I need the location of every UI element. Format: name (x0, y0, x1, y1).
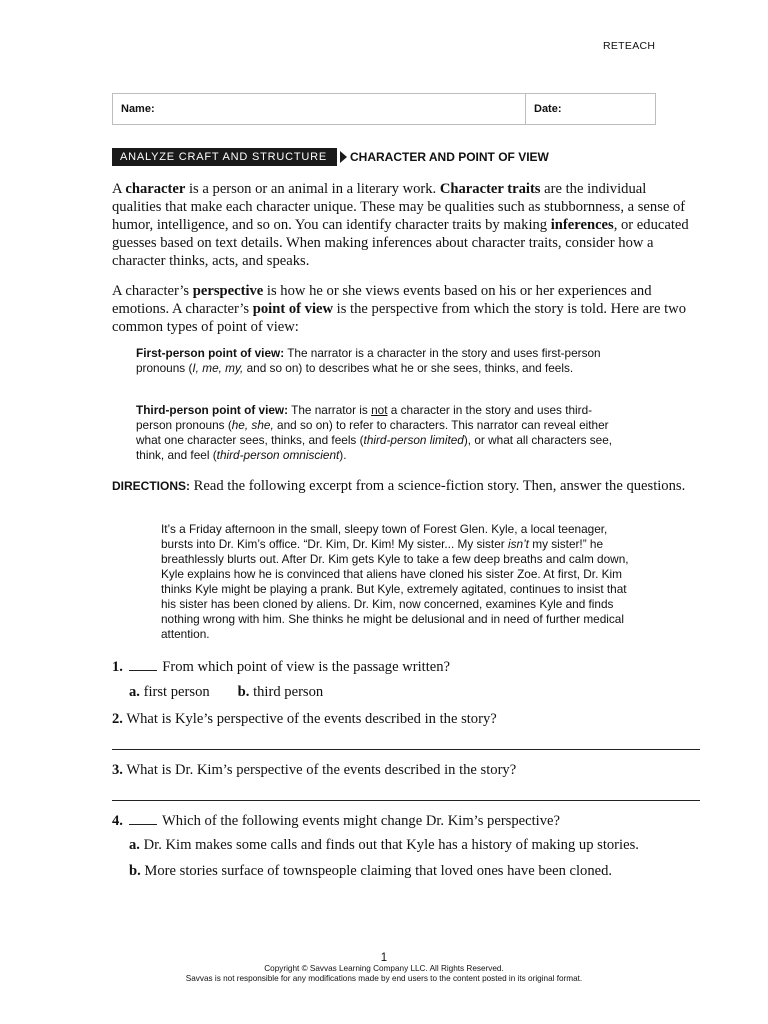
arrow-right-icon (340, 151, 347, 163)
definition-first-person: First-person point of view: The narrator is a character in the story and uses first-person pronouns (I, me, my, and so on) to describes what he or she sees, thinks, and feels. (136, 346, 601, 375)
option-a[interactable]: a. Dr. Kim makes some calls and finds out that Kyle has a history of making up stories. (129, 837, 639, 853)
question-2: 2. What is Kyle’s perspective of the events described in the story? (112, 711, 497, 727)
intro-paragraph-perspective: A character’s perspective is how he or she views events based on his or her experiences and emotions. A character’s point of view is the perspective from which the story is told. Here are two common types of point of view: (112, 283, 687, 335)
definition-third-person: Third-person point of view: The narrator is not a character in the story and uses third-person pronouns (he, she, and so on) to refer to characters. This narrator can reveal either what one character sees, thinks, and feels (third-person limited), or what all characters see, think, and feel (third-person omniscient). (136, 403, 613, 462)
question-4: 4. Which of the following events might change Dr. Kim’s perspective? (112, 813, 560, 829)
option-b[interactable]: b. third person (237, 684, 324, 700)
question-1: 1. From which point of view is the passage written? (112, 659, 451, 675)
answer-blank[interactable] (129, 813, 157, 825)
option-a[interactable]: a. first person (129, 684, 210, 700)
intro-paragraph-character: A character is a person or an animal in a literary work. Character traits are the individual qualities that make each character unique. These may be qualities such as stubbornness, a sense of humor, intelligence, and so on. You can identify character traits by making inferences, or educated guesses based on text details. When making inferences about character traits, consider how a character thinks, acts, and speaks. (112, 181, 689, 269)
directions (112, 477, 692, 495)
disclaimer: Savvas is not responsible for any modifications made by end users to the content posted in its original format. (185, 974, 583, 983)
heading-tag: ANALYZE CRAFT AND STRUCTURE (112, 148, 337, 166)
name-field[interactable] (113, 94, 526, 124)
option-b[interactable]: b. More stories surface of townspeople claiming that loved ones have been cloned. (129, 863, 613, 879)
question-3: 3. What is Dr. Kim’s perspective of the events described in the story? (112, 762, 517, 778)
answer-line[interactable] (112, 749, 700, 750)
directions-label: DIRECTIONS: (112, 479, 190, 493)
directions-text: Read the following excerpt from a science-fiction story. Then, answer the questions. (190, 478, 686, 494)
section-label: RETEACH (603, 40, 656, 52)
footer (0, 952, 768, 984)
answer-line[interactable] (112, 800, 700, 801)
date-label: Date: (534, 103, 562, 115)
answer-blank[interactable] (129, 659, 157, 671)
heading-title: CHARACTER AND POINT OF VIEW (350, 150, 549, 164)
date-field[interactable] (526, 94, 655, 124)
copyright: Copyright © Savvas Learning Company LLC. All Rights Reserved. (264, 964, 504, 973)
name-date-box (112, 93, 656, 125)
story-excerpt: It’s a Friday afternoon in the small, sleepy town of Forest Glen. Kyle, a local teenager, bursts into Dr. Kim’s office. “Dr. Kim, Dr. Kim! My sister... My sister isn’t my sister!” he breathlessly blurts out. After Dr. Kim gets Kyle to take a few deep breaths and calm down, Kyle explains how he is convinced that aliens have cloned his sister Zoe. At first, Dr. Kim thinks Kyle might be playing a prank. But Kyle, extremely agitated, continues to insist that his sister has been cloned by aliens. Dr. Kim, now concerned, examines Kyle and finds nothing wrong with him. She thinks he might be delusional and in need of further medical attention. (161, 522, 629, 641)
page-number: 1 (380, 952, 388, 964)
name-label: Name: (121, 103, 155, 115)
section-heading (112, 148, 549, 166)
question-1-options (129, 684, 323, 701)
